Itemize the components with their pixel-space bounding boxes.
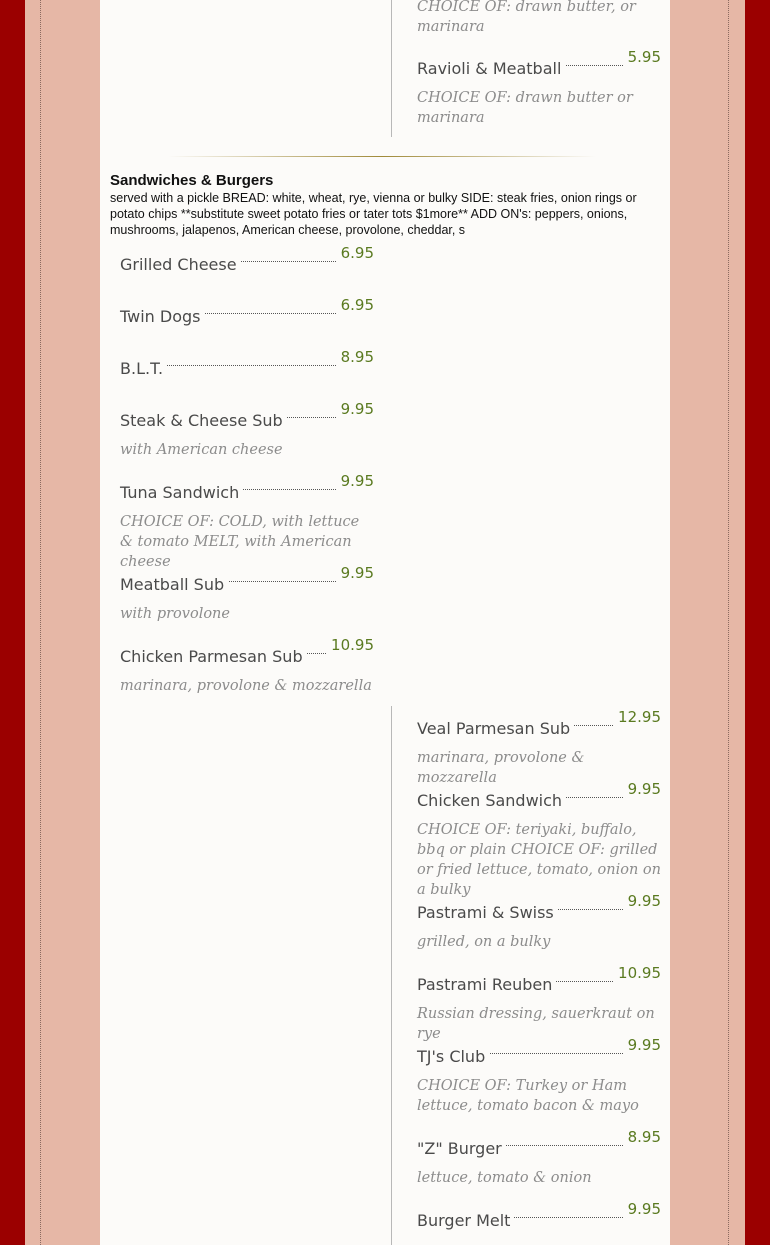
item-description: CHOICE OF: COLD, with lettuce & tomato MELT, with American cheese [120, 514, 360, 570]
item-price: 9.95 [337, 472, 374, 490]
item-price: 6.95 [337, 296, 374, 314]
item-price: 8.95 [337, 348, 374, 366]
item-name: "Z" Burger [417, 1139, 506, 1158]
section-title: Sandwiches & Burgers [110, 172, 274, 189]
menu-item [417, 964, 661, 1044]
column-divider-top [391, 0, 392, 137]
item-description: marinara, provolone & mozzarella [120, 678, 372, 694]
item-price: 6.95 [337, 244, 374, 262]
border-dotted-line-right [728, 0, 729, 1245]
menu-item [417, 780, 661, 900]
item-price: 9.95 [624, 780, 661, 798]
item-name: Meatball Sub [120, 575, 228, 594]
item-price: 8.95 [624, 1128, 661, 1146]
item-price: 9.95 [624, 1200, 661, 1218]
menu-item [417, 1036, 661, 1116]
item-description: marinara, provolone & mozzarella [417, 750, 585, 786]
menu-item [417, 1200, 661, 1230]
item-name: Twin Dogs [120, 307, 204, 326]
item-description: CHOICE OF: drawn butter, or marinara [417, 0, 636, 35]
item-price: 9.95 [624, 892, 661, 910]
menu-item [417, 708, 661, 788]
item-name: TJ's Club [417, 1047, 489, 1066]
menu-item [120, 564, 374, 624]
menu-item [120, 348, 374, 378]
menu-item [120, 400, 374, 460]
item-description: Russian dressing, sauerkraut on rye [417, 1006, 655, 1042]
menu-item-ravioli [417, 48, 661, 128]
item-price: 9.95 [624, 1036, 661, 1054]
item-name: Steak & Cheese Sub [120, 411, 287, 430]
item-description: grilled, on a bulky [417, 934, 551, 950]
item-description: with American cheese [120, 442, 283, 458]
menu-item [417, 1128, 661, 1188]
menu-item [120, 296, 374, 326]
item-name: Tuna Sandwich [120, 483, 243, 502]
menu-item [120, 472, 374, 572]
item-name: Ravioli & Meatball [417, 59, 565, 78]
section-divider-ornament [168, 156, 596, 157]
item-name: Burger Melt [417, 1211, 514, 1230]
item-name: Grilled Cheese [120, 255, 241, 274]
item-name: B.L.T. [120, 359, 167, 378]
section-description: served with a pickle BREAD: white, wheat, rye, vienna or bulky SIDE: steak fries, onion rings or potato chips **substitute sweet potato fries or tater tots $1more** ADD ON's: peppers, onions, mushrooms, jalapenos, American cheese, provolone, cheddar, s [110, 191, 637, 237]
item-name: Pastrami & Swiss [417, 903, 558, 922]
item-price: 10.95 [327, 636, 374, 654]
item-description: with provolone [120, 606, 230, 622]
column-divider-bottom [391, 706, 392, 1245]
item-description: CHOICE OF: teriyaki, buffalo, bbq or plain CHOICE OF: grilled or fried lettuce, tomato, onion on a bulky [417, 822, 661, 898]
item-description: CHOICE OF: Turkey or Ham lettuce, tomato bacon & mayo [417, 1078, 639, 1114]
item-description: CHOICE OF: drawn butter or marinara [417, 90, 633, 126]
border-dotted-line-left [40, 0, 41, 1245]
item-name: Chicken Parmesan Sub [120, 647, 307, 666]
item-description: lettuce, tomato & onion [417, 1170, 592, 1186]
item-name: Veal Parmesan Sub [417, 719, 574, 738]
item-price: 9.95 [337, 400, 374, 418]
item-price: 12.95 [614, 708, 661, 726]
item-name: Pastrami Reuben [417, 975, 556, 994]
item-price: 9.95 [337, 564, 374, 582]
menu-item [120, 244, 374, 274]
menu-item [120, 636, 374, 696]
item-name: Chicken Sandwich [417, 791, 566, 810]
menu-item [417, 892, 661, 952]
item-price: 5.95 [624, 48, 661, 66]
item-price: 10.95 [614, 964, 661, 982]
